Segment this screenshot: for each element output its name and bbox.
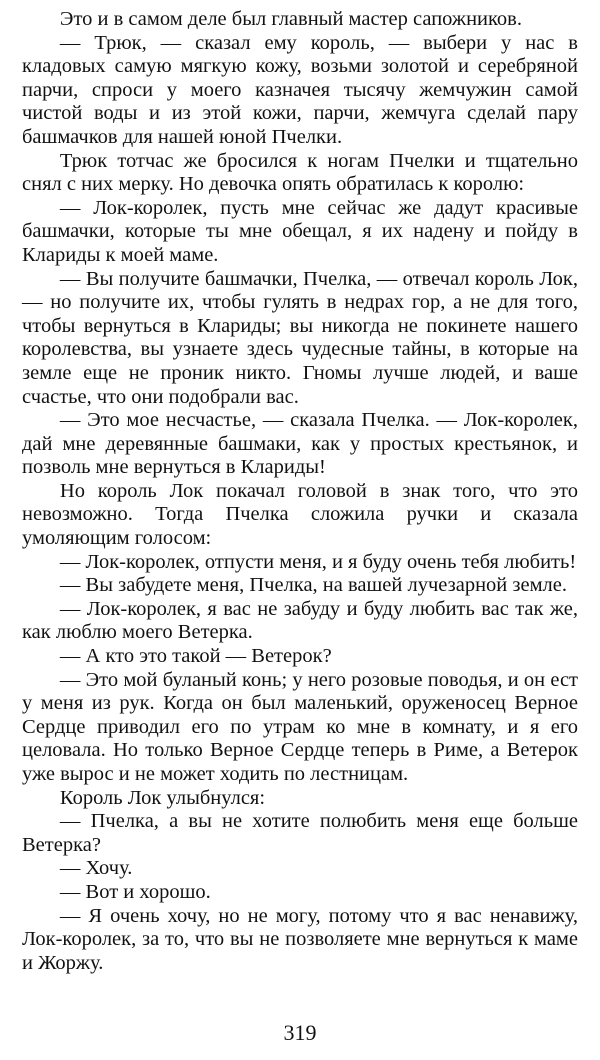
paragraph: — Это мой буланый конь; у него розовые поводья, и он ест у меня из рук. Когда он был маленький, оруженосец Верное Сердце приводил его по утрам ко мне в комнату, и я его целовала. Но только Верное Сердце теперь в Риме, а Ветерок уже вырос и не может ходить по лестницам.	[22, 668, 578, 785]
paragraph: Король Лок улыбнулся:	[59, 786, 266, 809]
paragraph: — Лок-королек, отпусти меня, и я буду очень тебя любить!	[59, 550, 577, 573]
paragraph: — Трюк, — сказал ему король, — выбери у нас в кладовых самую мягкую кожу, возьми золотой и серебряной парчи, спроси у моего казначея тысячу жемчужин самой чистой воды и из этой кожи, парчи, жемчуга сделай пару башмачков для нашей юной Пчелки.	[22, 31, 578, 148]
paragraph: — Вот и хорошо.	[59, 880, 211, 903]
paragraph: — Хочу.	[59, 857, 133, 880]
paragraph: — Это мое несчастье, — сказала Пчелка. — Лок-королек, дай мне деревянные башмаки, как у простых крестьянок, и позволь мне вернуться в Клариды!	[22, 409, 578, 479]
paragraph: — Пчелка, а вы не хотите полюбить меня еще больше Ветерка?	[22, 810, 578, 856]
book-page-text	[22, 8, 578, 975]
paragraph: — Лок-королек, пусть мне сейчас же дадут красивые башмачки, которые ты мне обещал, я их надену и пойду в Клариды к моей маме.	[22, 196, 578, 266]
paragraph: — Я очень хочу, но не могу, потому что я вас ненавижу, Лок-королек, за то, что вы не позволяете мне вернуться к маме и Жоржу.	[22, 904, 578, 974]
paragraph: — Вы забудете меня, Пчелка, на вашей лучезарной земле.	[59, 574, 568, 597]
paragraph: Это и в самом деле был главный мастер сапожников.	[59, 8, 522, 30]
paragraph: — Лок-королек, я вас не забуду и буду любить вас так же, как люблю моего Ветерка.	[22, 597, 578, 644]
paragraph: Но король Лок покачал головой в знак того, что это невозможно. Тогда Пчелка сложила ручки и сказала умоляющим голосом:	[22, 479, 578, 550]
paragraph: Трюк тотчас же бросился к ногам Пчелки и тщательно снял с них мерку. Но девочка опять обратилась к королю:	[22, 149, 578, 196]
paragraph: — Вы получите башмачки, Пчелка, — отвечал король Лок, — но получите их, чтобы гулять в недрах гор, а не для того, чтобы вернуться в Клариды; вы никогда не покинете нашего королевства, вы узнаете здесь чудесные тайны, в которые на земле еще не проник никто. Гномы лучше людей, и ваше счастье, что они подобрали вас.	[22, 267, 578, 408]
paragraph: — А кто это такой — Ветерок?	[59, 645, 332, 668]
page-number: 319	[283, 1020, 317, 1045]
